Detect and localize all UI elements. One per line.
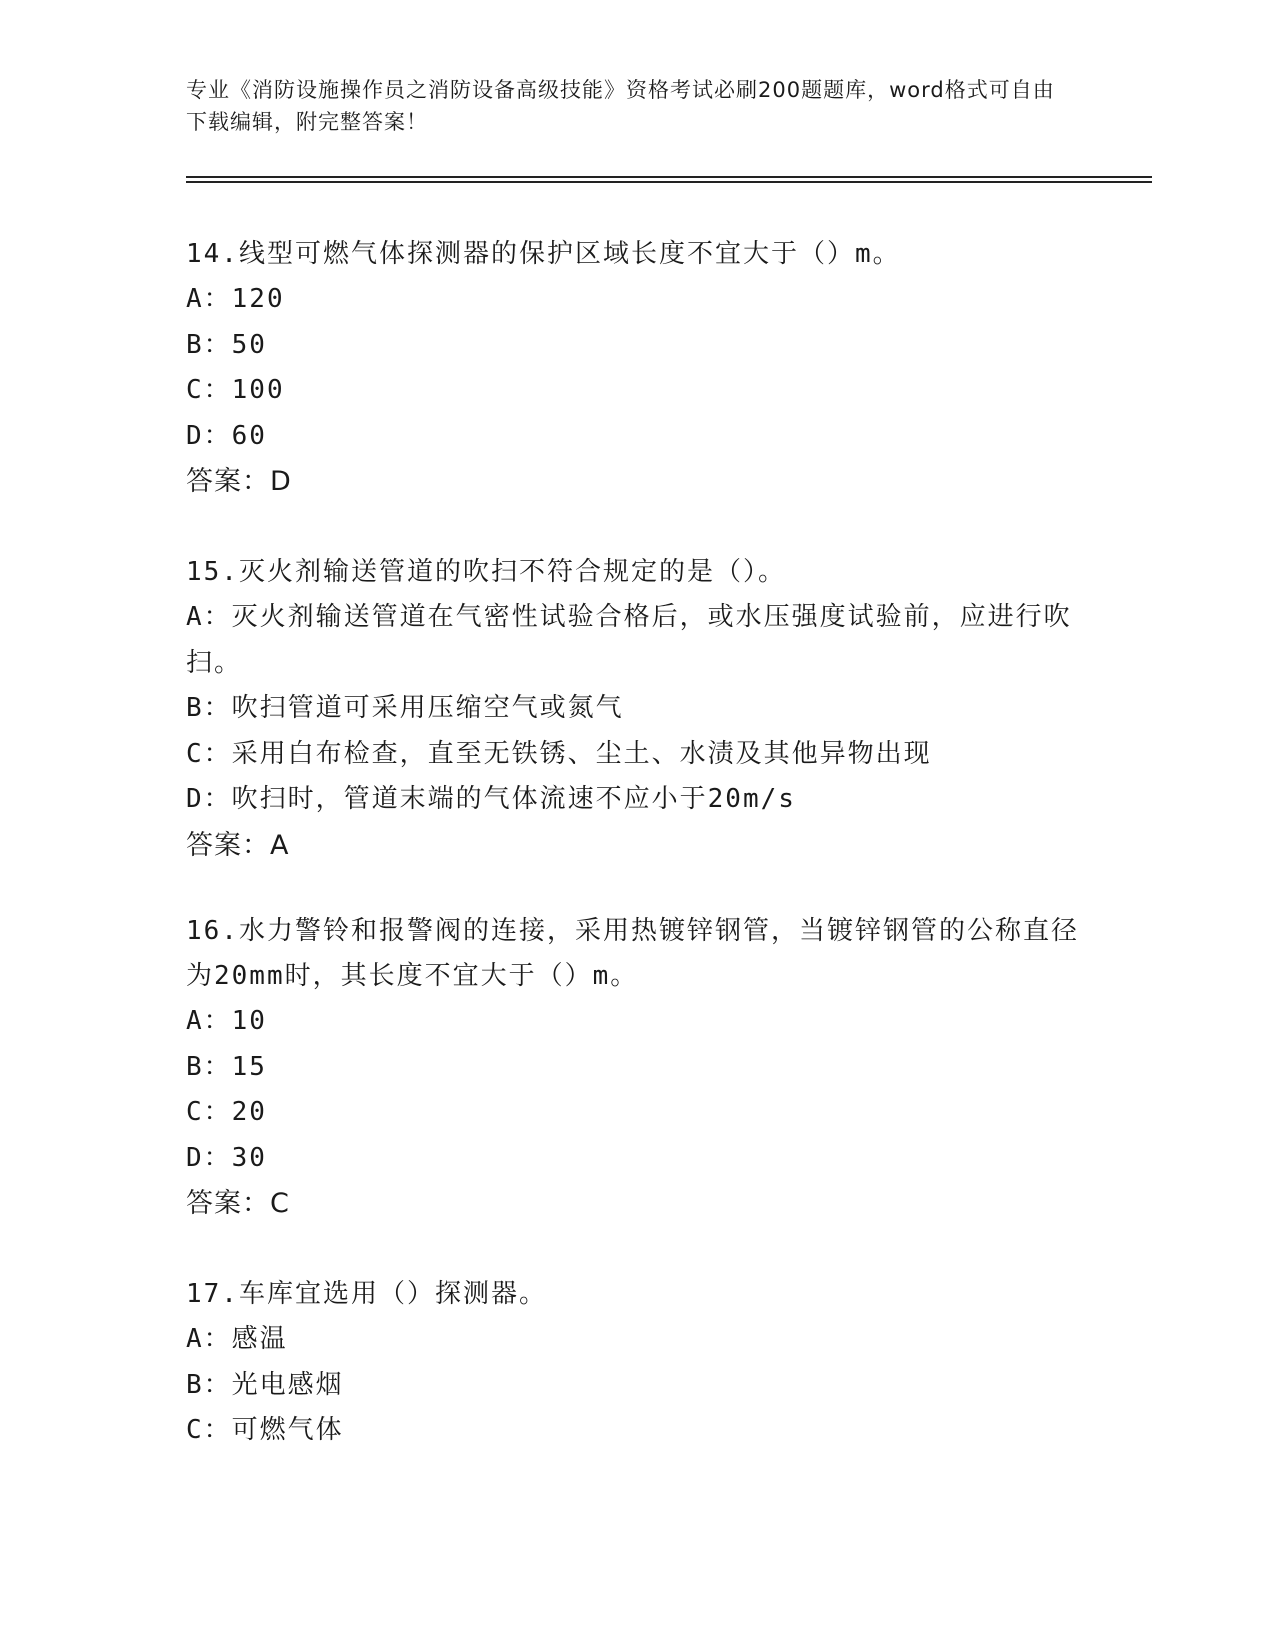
question-17 bbox=[186, 1272, 1086, 1454]
option-c: C：20 bbox=[186, 1097, 267, 1127]
document-header: 专业《消防设施操作员之消防设备高级技能》资格考试必刷200题题库，word格式可自由下载编辑，附完整答案！ bbox=[186, 78, 1055, 134]
option-b: B：50 bbox=[186, 329, 267, 360]
option-c: C：采用白布检查，直至无铁锈、尘土、水渍及其他异物出现 bbox=[186, 738, 932, 769]
question-stem: 17.车库宜选用（）探测器。 bbox=[186, 1279, 547, 1309]
answer: 答案：D bbox=[186, 466, 292, 497]
header-divider-bottom bbox=[186, 181, 1152, 183]
question-14 bbox=[186, 232, 1086, 504]
option-b: B：光电感烟 bbox=[186, 1369, 344, 1400]
option-c: C：可燃气体 bbox=[186, 1415, 344, 1445]
option-a: A：120 bbox=[186, 284, 285, 314]
option-b: B：吹扫管道可采用压缩空气或氮气 bbox=[186, 693, 624, 723]
option-d: D：30 bbox=[186, 1142, 267, 1173]
question-stem: 15.灭火剂输送管道的吹扫不符合规定的是（）。 bbox=[186, 557, 786, 587]
question-stem: 14.线型可燃气体探测器的保护区域长度不宜大于（）m。 bbox=[186, 239, 901, 269]
question-15 bbox=[186, 550, 1086, 868]
option-a: A：感温 bbox=[186, 1324, 288, 1354]
answer: 答案：A bbox=[186, 829, 290, 861]
question-16 bbox=[186, 909, 1086, 1226]
question-stem: 16.水力警铃和报警阀的连接，采用热镀锌钢管，当镀锌钢管的公称直径为20mm时，其长度不宜大于（）m。 bbox=[186, 916, 1079, 991]
option-d: D：吹扫时，管道末端的气体流速不应小于20m/s bbox=[186, 784, 796, 814]
option-d: D：60 bbox=[186, 420, 267, 451]
option-c: C：100 bbox=[186, 375, 285, 405]
option-b: B：15 bbox=[186, 1051, 267, 1082]
answer: 答案：C bbox=[186, 1188, 290, 1219]
option-a: A：10 bbox=[186, 1006, 267, 1036]
option-a: A：灭火剂输送管道在气密性试验合格后，或水压强度试验前，应进行吹扫。 bbox=[186, 602, 1072, 678]
header-divider-top bbox=[186, 176, 1152, 178]
